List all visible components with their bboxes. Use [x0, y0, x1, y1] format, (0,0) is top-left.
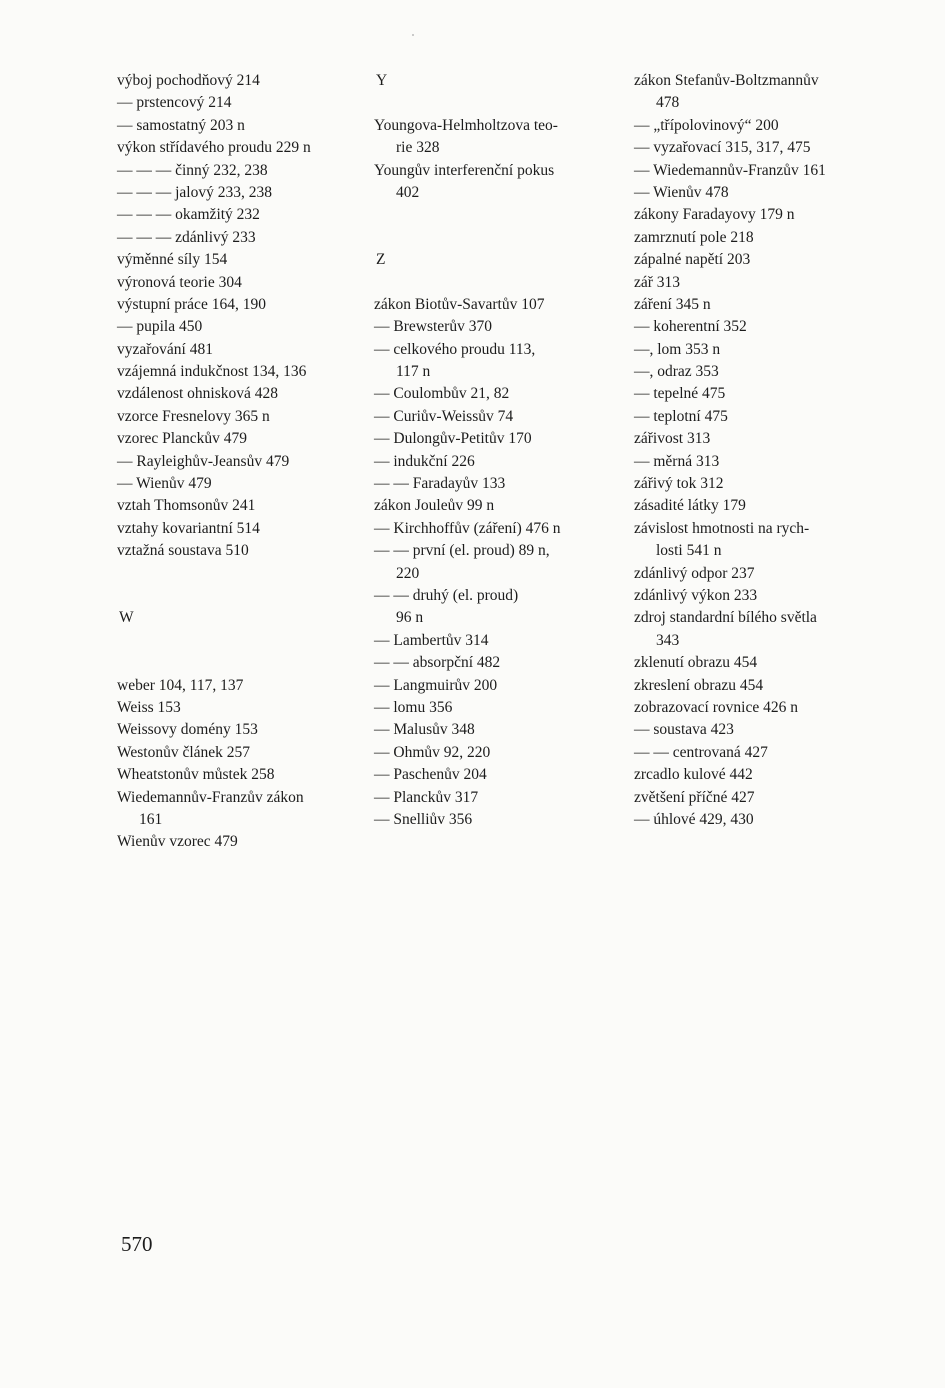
index-entry: vztah Thomsonův 241: [117, 497, 256, 515]
index-column-middle: [374, 70, 626, 831]
index-entry: vzdálenost ohnisková 428: [117, 385, 279, 403]
index-entry: zklenutí obrazu 454: [634, 654, 758, 672]
index-entry: — úhlové 429, 430: [634, 810, 754, 828]
index-entry: — Wienův 478: [634, 183, 729, 201]
scan-speck: [412, 34, 414, 36]
index-entry-continuation: 343: [656, 631, 680, 649]
index-entry: — lomu 356: [374, 698, 453, 716]
index-entry: — teplotní 475: [634, 407, 728, 425]
index-entry: — — Faradayův 133: [374, 475, 506, 493]
index-entry: — — centrovaná 427: [634, 743, 768, 761]
index-entry: zdroj standardní bílého světla: [634, 609, 817, 627]
spacer: [374, 92, 626, 114]
index-entry-continuation: 96 n: [396, 609, 424, 627]
index-entry: — Wienův 479: [117, 475, 212, 493]
index-entry: —, odraz 353: [634, 363, 719, 381]
index-entry: — Curiův-Weissův 74: [374, 407, 514, 425]
index-entry: — Kirchhoffův (záření) 476 n: [374, 519, 561, 537]
index-entry: zápalné napětí 203: [634, 251, 751, 269]
index-entry: výkon střídavého proudu 229 n: [117, 139, 311, 157]
index-entry: — — — okamžitý 232: [117, 206, 260, 224]
index-entry: závislost hmotnosti na rych-: [634, 519, 810, 537]
index-entry: zářivý tok 312: [634, 475, 724, 493]
spacer: [117, 630, 367, 652]
spacer: [117, 563, 367, 585]
index-entry: vzorec Planckův 479: [117, 430, 247, 448]
index-entry: — koherentní 352: [634, 318, 747, 336]
spacer: [374, 227, 626, 249]
index-entry: výboj pochodňový 214: [117, 72, 260, 89]
index-column-left: [117, 70, 367, 854]
index-entry: — Langmuirův 200: [374, 676, 498, 694]
index-entry: — — absorpční 482: [374, 654, 501, 672]
section-letter: Y: [376, 72, 388, 89]
index-entry: — pupila 450: [117, 318, 203, 336]
section-letter: Z: [376, 251, 386, 269]
index-entry-continuation: rie 328: [396, 139, 440, 157]
index-entry: — Ohmův 92, 220: [374, 743, 491, 761]
index-entry: Westonův článek 257: [117, 743, 251, 761]
index-entry: zář 313: [634, 273, 681, 291]
index-entry: — Wiedemannův-Franzův 161: [634, 161, 826, 179]
index-entry-continuation: 161: [139, 810, 163, 828]
index-entry: — Snelliův 356: [374, 810, 473, 828]
index-entry: — Malusův 348: [374, 721, 475, 739]
index-entry: zvětšení příčné 427: [634, 788, 755, 806]
index-entry-continuation: 220: [396, 564, 420, 582]
index-entry: Weissovy domény 153: [117, 721, 258, 739]
index-entry: — Paschenův 204: [374, 766, 487, 784]
index-entry: zdánlivý výkon 233: [634, 586, 758, 604]
index-entry: vztažná soustava 510: [117, 542, 249, 560]
index-entry: — Planckův 317: [374, 788, 479, 806]
page-number: 570: [121, 1232, 153, 1256]
index-entry: zdánlivý odpor 237: [634, 564, 755, 582]
index-entry: — — — činný 232, 238: [117, 161, 268, 179]
index-entry: vzájemná indukčnost 134, 136: [117, 363, 307, 381]
index-entry: — Rayleighův-Jeansův 479: [117, 452, 290, 470]
index-entry: Wienův vzorec 479: [117, 833, 238, 851]
index-entry-continuation: 117 n: [396, 363, 431, 381]
index-entry: — Brewsterův 370: [374, 318, 492, 336]
index-entry: Youngův interferenční pokus: [374, 161, 555, 179]
index-column-right: [634, 70, 884, 831]
spacer: [117, 585, 367, 607]
index-entry: zobrazovací rovnice 426 n: [634, 698, 798, 716]
section-letter: W: [119, 609, 134, 627]
spacer: [117, 652, 367, 674]
index-entry-continuation: 402: [396, 183, 420, 201]
index-entry: zákon Biotův-Savartův 107: [374, 295, 545, 313]
index-entry: — soustava 423: [634, 721, 734, 739]
index-entry: — prstencový 214: [117, 94, 232, 112]
index-entry: — — — jalový 233, 238: [117, 183, 272, 201]
spacer: [374, 204, 626, 226]
index-entry: zrcadlo kulové 442: [634, 766, 753, 784]
index-entry: Weiss 153: [117, 698, 181, 716]
index-entry: — celkového proudu 113,: [374, 340, 536, 358]
index-entry: zákon Jouleův 99 n: [374, 497, 495, 515]
index-entry: zákon Stefanův-Boltzmannův: [634, 72, 819, 89]
index-entry: Wheatstonův můstek 258: [117, 766, 275, 784]
index-entry: — — první (el. proud) 89 n,: [374, 542, 550, 560]
index-entry: — — druhý (el. proud): [374, 586, 519, 604]
index-entry: výměnné síly 154: [117, 251, 228, 269]
index-entry: zásadité látky 179: [634, 497, 746, 515]
index-entry: weber 104, 117, 137: [117, 676, 244, 694]
index-entry: — tepelné 475: [634, 385, 726, 403]
index-entry: — Coulombův 21, 82: [374, 385, 510, 403]
index-entry: zkreslení obrazu 454: [634, 676, 764, 694]
index-entry: — indukční 226: [374, 452, 475, 470]
spacer: [374, 272, 626, 294]
index-entry: — „třípolovinový“ 200: [634, 116, 779, 134]
index-entry: záření 345 n: [634, 295, 711, 313]
index-entry: vyzařování 481: [117, 340, 213, 358]
index-entry: vztahy kovariantní 514: [117, 519, 260, 537]
index-entry: — vyzařovací 315, 317, 475: [634, 139, 811, 157]
index-entry: Youngova-Helmholtzova teo-: [374, 116, 558, 134]
index-entry-continuation: losti 541 n: [656, 542, 722, 560]
index-entry: Wiedemannův-Franzův zákon: [117, 788, 304, 806]
index-entry: zářivost 313: [634, 430, 711, 448]
index-entry: vzorce Fresnelovy 365 n: [117, 407, 270, 425]
index-entry: — Dulongův-Petitův 170: [374, 430, 532, 448]
index-entry: výstupní práce 164, 190: [117, 295, 266, 313]
index-entry: výronová teorie 304: [117, 273, 242, 291]
index-entry: — samostatný 203 n: [117, 116, 245, 134]
index-entry-continuation: 478: [656, 94, 680, 112]
index-entry: zamrznutí pole 218: [634, 228, 754, 246]
index-entry: —, lom 353 n: [634, 340, 721, 358]
index-entry: — Lambertův 314: [374, 631, 489, 649]
index-entry: zákony Faradayovy 179 n: [634, 206, 795, 224]
index-entry: — — — zdánlivý 233: [117, 228, 256, 246]
index-entry: — měrná 313: [634, 452, 720, 470]
